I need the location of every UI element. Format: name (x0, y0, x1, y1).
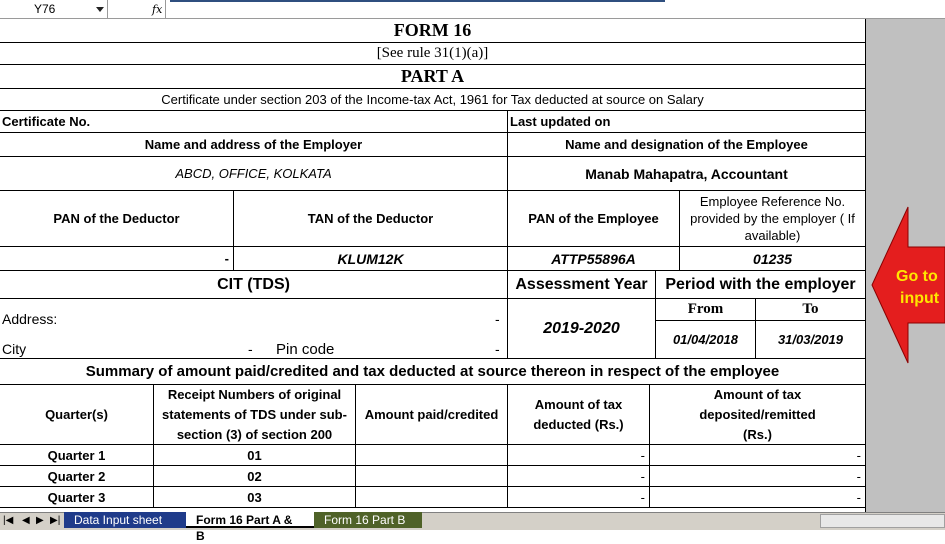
tan-deductor-value[interactable]: KLUM12K (234, 247, 508, 271)
form-rule[interactable]: [See rule 31(1)(a)] (0, 43, 866, 65)
go-to-input-button[interactable] (896, 266, 939, 310)
pin-code-label[interactable]: Pin code (276, 341, 335, 358)
col-amount-paid[interactable]: Amount paid/credited (356, 385, 508, 445)
quarter-deposited[interactable]: - (650, 487, 866, 508)
quarter-deducted[interactable]: - (508, 445, 650, 466)
go-to-input-line1[interactable]: Go to (896, 268, 938, 285)
col-quarter[interactable]: Quarter(s) (0, 385, 154, 445)
address-value[interactable]: - (495, 311, 500, 327)
quarter-deposited[interactable]: - (650, 466, 866, 487)
quarter-paid[interactable] (356, 445, 508, 466)
pin-code-value[interactable]: - (495, 341, 500, 357)
city-label[interactable]: City (2, 341, 27, 357)
employee-label[interactable]: Name and designation of the Employee (508, 133, 866, 157)
certificate-no-label[interactable]: Certificate No. (0, 111, 508, 133)
col-receipt[interactable]: Receipt Numbers of original statements of TDS under sub-section (3) of section 200 (154, 385, 356, 445)
form-title[interactable]: FORM 16 (0, 19, 866, 43)
employer-value[interactable]: ABCD, OFFICE, KOLKATA (0, 157, 508, 191)
tab-form16-part-b[interactable]: Form 16 Part B (314, 512, 422, 528)
period-label[interactable]: Period with the employer (656, 271, 866, 299)
last-sheet-icon[interactable]: ▶| (50, 515, 61, 526)
employee-value[interactable]: Manab Mahapatra, Accountant (508, 157, 866, 191)
col-tax-deposited[interactable]: Amount of tax deposited/remitted (Rs.) (650, 385, 866, 445)
form16-sheet (0, 19, 866, 512)
chevron-down-icon[interactable] (96, 7, 104, 12)
insert-function-icon[interactable]: fx (108, 0, 166, 19)
quarter-deducted[interactable]: - (508, 466, 650, 487)
formula-input-edge (170, 0, 665, 2)
quarter-receipt[interactable]: 01 (154, 445, 356, 466)
first-sheet-icon[interactable]: |◀ (3, 515, 14, 526)
quarter-name[interactable]: Quarter 3 (0, 487, 154, 508)
pan-employee-label[interactable]: PAN of the Employee (508, 191, 680, 247)
assessment-year-value[interactable]: 2019-2020 (508, 299, 656, 359)
certificate-heading[interactable]: Certificate under section 203 of the Income-tax Act, 1961 for Tax deducted at source on Salary (0, 89, 866, 111)
pan-deductor-value[interactable]: - (0, 247, 234, 271)
tab-data-input-sheet[interactable]: Data Input sheet (64, 512, 186, 528)
quarter-name[interactable]: Quarter 2 (0, 466, 154, 487)
name-box[interactable]: Y76 (0, 0, 108, 19)
col-tax-deducted[interactable]: Amount of tax deducted (Rs.) (508, 385, 650, 445)
next-sheet-icon[interactable]: ▶ (36, 515, 44, 526)
tab-form16-part-a-b[interactable]: Form 16 Part A & B (186, 512, 314, 528)
pan-employee-value[interactable]: ATTP55896A (508, 247, 680, 271)
assessment-year-label[interactable]: Assessment Year (508, 271, 656, 299)
employee-reference-value[interactable]: 01235 (680, 247, 866, 271)
period-to-label[interactable]: To (756, 299, 866, 321)
address-label[interactable]: Address: (2, 311, 58, 327)
quarter-receipt[interactable]: 02 (154, 466, 356, 487)
quarter-paid[interactable] (356, 487, 508, 508)
pan-deductor-label[interactable]: PAN of the Deductor (0, 191, 234, 247)
quarter-paid[interactable] (356, 466, 508, 487)
form-part[interactable]: PART A (0, 65, 866, 89)
quarter-deducted[interactable]: - (508, 487, 650, 508)
employer-label[interactable]: Name and address of the Employer (0, 133, 508, 157)
city-value[interactable]: - (248, 341, 253, 357)
period-from-label[interactable]: From (656, 299, 756, 321)
quarter-name[interactable]: Quarter 1 (0, 445, 154, 466)
period-from-value[interactable]: 01/04/2018 (656, 321, 756, 359)
quarter-deposited[interactable]: - (650, 445, 866, 466)
go-to-input-line2[interactable]: input (900, 290, 940, 307)
horizontal-scrollbar[interactable] (820, 514, 945, 528)
tan-deductor-label[interactable]: TAN of the Deductor (234, 191, 508, 247)
address-block (0, 299, 508, 359)
prev-sheet-icon[interactable]: ◀ (22, 515, 30, 526)
last-updated-label[interactable]: Last updated on (508, 111, 866, 133)
quarter-receipt[interactable]: 03 (154, 487, 356, 508)
employee-reference-label[interactable]: Employee Reference No. provided by the employer ( If available) (680, 191, 866, 247)
period-to-value[interactable]: 31/03/2019 (756, 321, 866, 359)
summary-heading[interactable]: Summary of amount paid/credited and tax deducted at source thereon in respect of the employee (0, 359, 866, 385)
cit-label[interactable]: CIT (TDS) (0, 271, 508, 299)
